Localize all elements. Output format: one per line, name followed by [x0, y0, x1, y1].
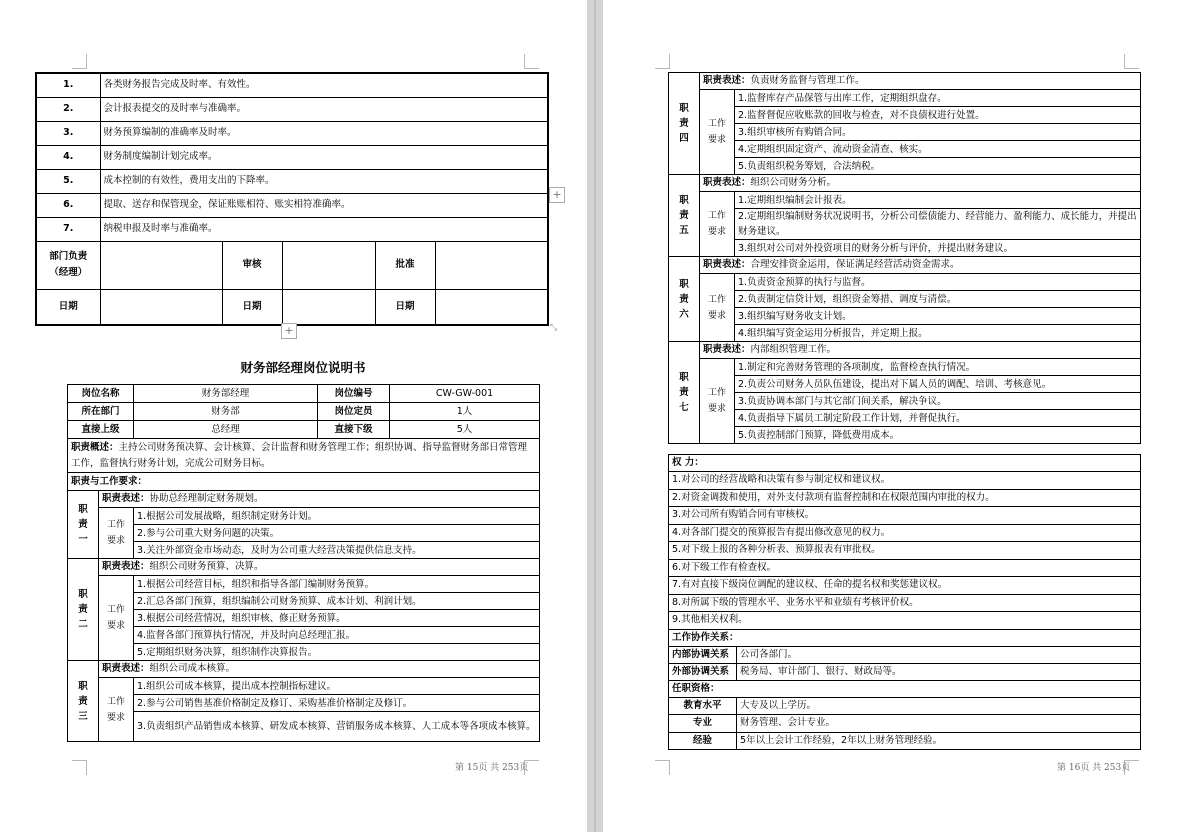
margin-mark	[72, 760, 87, 775]
right-item: 1.对公司的经营战略和决策有参与制定权和建议权。	[669, 472, 1141, 490]
work-req-label: 工作 要求	[99, 678, 134, 742]
duty-item: 4.组织编写资金运用分析报告，并定期上报。	[735, 325, 1141, 342]
duty-name: 职 责 四	[669, 73, 700, 175]
kpi-row	[36, 193, 548, 217]
post-no-value: CW-GW-001	[390, 385, 540, 403]
qualification-label: 教育水平	[669, 697, 737, 715]
right-row	[669, 594, 1141, 612]
superior-value: 总经理	[134, 421, 318, 439]
duty-item: 1.负责资金预算的执行与监督。	[735, 274, 1141, 291]
post-no-label: 岗位编号	[318, 385, 390, 403]
duty-item: 3.负责组织产品销售成本核算、研发成本核算、营销服务成本核算、人工成本等各项成本核算。	[134, 712, 540, 742]
duty-name: 职 责 七	[669, 342, 700, 444]
right-row	[669, 542, 1141, 560]
margin-mark	[655, 54, 670, 69]
duty-name: 职 责 二	[68, 559, 99, 661]
right-item: 3.对公司所有购销合同有审核权。	[669, 507, 1141, 525]
duty-desc: 职责表述：组织公司成本核算。	[99, 661, 540, 678]
duty-item-row	[68, 542, 540, 559]
duty-desc: 职责表述：协助总经理制定财务规划。	[99, 491, 540, 508]
post-name-label: 岗位名称	[68, 385, 134, 403]
kpi-text: 提取、送存和保管现金，保证账账相符、账实相符准确率。	[100, 193, 548, 217]
duty-item-row	[669, 308, 1141, 325]
kpi-row	[36, 169, 548, 193]
kpi-row	[36, 217, 548, 241]
duty-item: 4.定期组织固定资产、流动资金清查、核实。	[735, 141, 1141, 158]
page-gutter	[587, 0, 603, 832]
duty-item: 3.组织编写财务收支计划。	[735, 308, 1141, 325]
summary-cell: 职责概述：主持公司财务预决算、会计核算、会计监督和财务管理工作；组织协调、指导监督财务部日常管理工作，监督执行财务计划，完成公司财务目标。	[68, 439, 540, 473]
approve-label: 批准	[375, 241, 435, 289]
duty-item-row	[68, 644, 540, 661]
duty-item: 2.定期组织编制财务状况说明书，分析公司偿债能力、经营能力、盈利能力、成长能力，并提出财务建议。	[735, 209, 1141, 240]
duty-name: 职 责 三	[68, 661, 99, 742]
duty-item: 1.定期组织编制会计报表。	[735, 192, 1141, 209]
margin-mark	[1124, 54, 1139, 69]
right-item: 7.有对直接下级岗位调配的建议权、任命的提名权和奖惩建议权。	[669, 577, 1141, 595]
duty-item-row	[669, 209, 1141, 240]
kpi-table	[35, 72, 549, 326]
superior-label: 直接上级	[68, 421, 134, 439]
kpi-number: 7.	[36, 217, 100, 241]
duty-item: 3.组织对公司对外投资项目的财务分析与评价，并提出财务建议。	[735, 240, 1141, 257]
qualification-value: 财务管理、会计专业。	[737, 715, 1141, 733]
duty-desc-row	[669, 342, 1141, 359]
dept-head-sign-cell[interactable]	[100, 241, 222, 289]
work-req-label: 工作 要求	[700, 192, 735, 257]
duty-desc: 职责表述：内部组织管理工作。	[700, 342, 1141, 359]
dept-value: 财务部	[134, 403, 318, 421]
duty-item: 2.参与公司销售基准价格制定及修订、采购基准价格制定及修订。	[134, 695, 540, 712]
add-column-icon[interactable]: +	[549, 187, 565, 203]
duty-item: 3.组织审核所有购销合同。	[735, 124, 1141, 141]
date-cell[interactable]	[435, 289, 548, 325]
kpi-number: 4.	[36, 145, 100, 169]
qualification-label: 专业	[669, 715, 737, 733]
duty-item-row	[669, 359, 1141, 376]
duty-name: 职 责 一	[68, 491, 99, 559]
kpi-number: 3.	[36, 121, 100, 145]
right-item: 6.对下级工作有检查权。	[669, 559, 1141, 577]
outer-coop-value: 税务局、审计部门、银行、财政局等。	[737, 663, 1141, 680]
duty-item-row	[68, 508, 540, 525]
table-resize-icon[interactable]: ⤡	[550, 323, 558, 333]
date-label: 日期	[375, 289, 435, 325]
job-description-table	[67, 384, 540, 742]
kpi-number: 1.	[36, 73, 100, 97]
duty-item-row	[68, 610, 540, 627]
page-number: 第 15页 共 253页	[455, 763, 529, 773]
duty-item-row	[669, 393, 1141, 410]
right-item: 5.对下级上报的各种分析表、预算报表有审批权。	[669, 542, 1141, 560]
quota-label: 岗位定员	[318, 403, 390, 421]
quota-value: 1人	[390, 403, 540, 421]
date-cell[interactable]	[100, 289, 222, 325]
rights-table	[668, 454, 1141, 750]
kpi-text: 纳税申报及时率与准确率。	[100, 217, 548, 241]
duty-item: 2.监督督促应收账款的回收与检查，对不良债权进行处置。	[735, 107, 1141, 124]
dept-head-label: 部门负责 （经理）	[36, 241, 100, 289]
duty-desc: 职责表述：负责财务监督与管理工作。	[700, 73, 1141, 90]
right-row	[669, 524, 1141, 542]
right-item: 8.对所属下级的管理水平、业务水平和业绩有考核评价权。	[669, 594, 1141, 612]
subordinate-value: 5人	[390, 421, 540, 439]
date-label: 日期	[222, 289, 282, 325]
duty-name: 职 责 六	[669, 257, 700, 342]
page-number: 第 16页 共 253页	[1057, 763, 1131, 773]
qualification-label: 经验	[669, 732, 737, 750]
right-row	[669, 577, 1141, 595]
work-req-label: 工作 要求	[99, 508, 134, 559]
rights-header: 权 力：	[669, 455, 1141, 472]
duties-header: 职责与工作要求：	[68, 473, 540, 491]
approve-sign-cell[interactable]	[435, 241, 548, 289]
duty-item-row	[669, 427, 1141, 444]
kpi-row	[36, 73, 548, 97]
dept-label: 所在部门	[68, 403, 134, 421]
document-page-16	[603, 0, 1193, 832]
duty-item-row	[669, 240, 1141, 257]
duty-item-row	[669, 90, 1141, 107]
duty-item: 5.负责控制部门预算，降低费用成本。	[735, 427, 1141, 444]
duty-item: 1.制定和完善财务管理的各项制度，监督检查执行情况。	[735, 359, 1141, 376]
duty-desc-row	[669, 257, 1141, 274]
duty-item: 2.负责制定信贷计划，组织资金筹措、调度与清偿。	[735, 291, 1141, 308]
right-row	[669, 472, 1141, 490]
duty-item-row	[669, 274, 1141, 291]
duty-item-row	[68, 627, 540, 644]
kpi-number: 5.	[36, 169, 100, 193]
qualification-row	[669, 732, 1141, 750]
subordinate-label: 直接下级	[318, 421, 390, 439]
work-req-label: 工作 要求	[99, 576, 134, 661]
kpi-text: 各类财务报告完成及时率、有效性。	[100, 73, 548, 97]
duty-name: 职 责 五	[669, 175, 700, 257]
duty-item-row	[669, 291, 1141, 308]
document-page-15	[0, 0, 587, 832]
qualification-value: 大专及以上学历。	[737, 697, 1141, 715]
duty-item-row	[68, 576, 540, 593]
duty-item-row	[68, 593, 540, 610]
duty-item-row	[669, 325, 1141, 342]
coop-header: 工作协作关系：	[669, 629, 1141, 646]
duty-item-row	[68, 678, 540, 695]
duty-item: 2.参与公司重大财务问题的决策。	[134, 525, 540, 542]
right-row	[669, 612, 1141, 630]
duty-item: 3.关注外部资金市场动态，及时为公司重大经营决策提供信息支持。	[134, 542, 540, 559]
kpi-number: 6.	[36, 193, 100, 217]
duty-item: 2.汇总各部门预算，组织编制公司财务预算、成本计划、利润计划。	[134, 593, 540, 610]
add-row-icon[interactable]: +	[281, 323, 297, 339]
qualification-value: 5年以上会计工作经验，2年以上财务管理经验。	[737, 732, 1141, 750]
inner-coop-value: 公司各部门。	[737, 646, 1141, 663]
qualification-row	[669, 697, 1141, 715]
kpi-text: 成本控制的有效性，费用支出的下降率。	[100, 169, 548, 193]
right-row	[669, 559, 1141, 577]
duty-item-row	[669, 141, 1141, 158]
work-req-label: 工作 要求	[700, 359, 735, 444]
duty-item: 3.根据公司经营情况，组织审核、修正财务预算。	[134, 610, 540, 627]
date-label: 日期	[36, 289, 100, 325]
duty-desc: 职责表述：组织公司财务分析。	[700, 175, 1141, 192]
duty-item: 1.组织公司成本核算，提出成本控制指标建议。	[134, 678, 540, 695]
duty-item-row	[68, 695, 540, 712]
kpi-number: 2.	[36, 97, 100, 121]
duty-item-row	[669, 376, 1141, 393]
duty-item-row	[68, 525, 540, 542]
duty-item-row	[669, 192, 1141, 209]
work-req-label: 工作 要求	[700, 90, 735, 175]
kpi-row	[36, 97, 548, 121]
review-label: 审核	[222, 241, 282, 289]
duty-desc-row	[669, 175, 1141, 192]
kpi-text: 财务制度编制计划完成率。	[100, 145, 548, 169]
duty-item: 1.根据公司经营目标，组织和指导各部门编制财务预算。	[134, 576, 540, 593]
duty-item-row	[68, 712, 540, 742]
duty-item: 2.负责公司财务人员队伍建设，提出对下属人员的调配、培训、考核意见。	[735, 376, 1141, 393]
duty-desc-row	[68, 491, 540, 508]
work-req-label: 工作 要求	[700, 274, 735, 342]
duty-desc-row	[669, 73, 1141, 90]
kpi-row	[36, 121, 548, 145]
kpi-text: 会计报表提交的及时率与准确率。	[100, 97, 548, 121]
duty-item-row	[669, 124, 1141, 141]
post-name-value: 财务部经理	[134, 385, 318, 403]
qualification-row	[669, 715, 1141, 733]
duty-item: 5.定期组织财务决算，组织制作决算报告。	[134, 644, 540, 661]
duty-desc: 职责表述：合理安排资金运用，保证满足经营活动资金需求。	[700, 257, 1141, 274]
outer-coop-label: 外部协调关系	[669, 663, 737, 680]
duty-item: 3.负责协调本部门与其它部门间关系，解决争议。	[735, 393, 1141, 410]
review-sign-cell[interactable]	[282, 241, 375, 289]
duty-item: 5.负责组织税务筹划，合法纳税。	[735, 158, 1141, 175]
margin-mark	[524, 54, 539, 69]
date-cell[interactable]	[282, 289, 375, 325]
duty-desc-row	[68, 661, 540, 678]
right-row	[669, 507, 1141, 525]
kpi-row	[36, 145, 548, 169]
duty-item: 1.监督库存产品保管与出库工作，定期组织盘存。	[735, 90, 1141, 107]
right-item: 9.其他相关权利。	[669, 612, 1141, 630]
duty-item-row	[669, 410, 1141, 427]
duty-item: 4.监督各部门预算执行情况，并及时向总经理汇报。	[134, 627, 540, 644]
job-description-table-continued	[668, 72, 1141, 444]
duty-item: 4.负责指导下属员工制定阶段工作计划，并督促执行。	[735, 410, 1141, 427]
kpi-text: 财务预算编制的准确率及时率。	[100, 121, 548, 145]
duty-item-row	[669, 107, 1141, 124]
qualification-header: 任职资格：	[669, 680, 1141, 697]
right-item: 2.对资金调拨和使用，对外支付款项有监督控制和在权限范围内审批的权力。	[669, 489, 1141, 507]
doc-title: 财务部经理岗位说明书	[240, 360, 366, 375]
duty-item-row	[669, 158, 1141, 175]
duty-desc-row	[68, 559, 540, 576]
right-item: 4.对各部门提交的预算报告有提出修改意见的权力。	[669, 524, 1141, 542]
duty-desc: 职责表述：组织公司财务预算、决算。	[99, 559, 540, 576]
duty-item: 1.根据公司发展战略，组织制定财务计划。	[134, 508, 540, 525]
margin-mark	[72, 54, 87, 69]
right-row	[669, 489, 1141, 507]
margin-mark	[655, 760, 670, 775]
inner-coop-label: 内部协调关系	[669, 646, 737, 663]
